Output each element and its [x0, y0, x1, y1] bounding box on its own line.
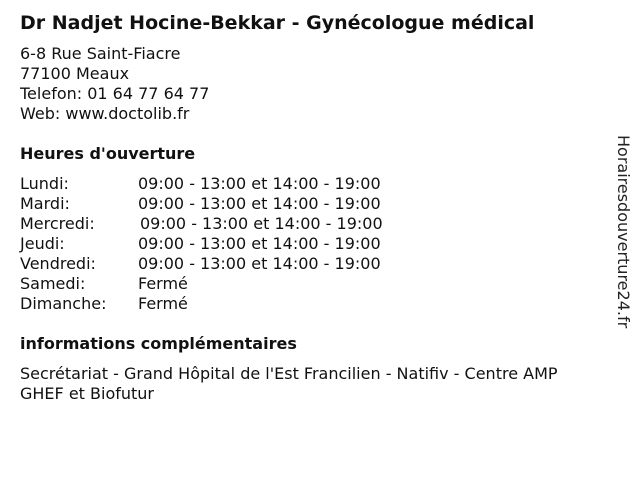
- street-address: 6-8 Rue Saint-Fiacre: [20, 44, 181, 63]
- website: Web: www.doctolib.fr: [20, 104, 190, 123]
- hours-value: Fermé: [138, 294, 188, 313]
- site-watermark: Horairesdouverture24.fr: [614, 135, 633, 329]
- day-label: Dimanche:: [20, 294, 107, 313]
- hours-value: 09:00 - 13:00 et 14:00 - 19:00: [138, 234, 381, 253]
- opening-hours-heading: Heures d'ouverture: [20, 144, 196, 163]
- page-title: Dr Nadjet Hocine-Bekkar - Gynécologue médical: [20, 12, 535, 34]
- hours-value: 09:00 - 13:00 et 14:00 - 19:00: [138, 254, 381, 273]
- day-label: Samedi:: [20, 274, 86, 293]
- day-label: Lundi:: [20, 174, 69, 193]
- city-postal-code: 77100 Meaux: [20, 64, 130, 83]
- day-label: Jeudi:: [20, 234, 65, 253]
- address-block: [20, 44, 209, 124]
- hours-value: 09:00 - 13:00 et 14:00 - 19:00: [138, 174, 381, 193]
- hours-value: 09:00 - 13:00 et 14:00 - 19:00: [140, 214, 383, 233]
- hours-value: Fermé: [138, 274, 188, 293]
- additional-info-heading: informations complémentaires: [20, 334, 297, 353]
- day-label: Vendredi:: [20, 254, 96, 273]
- day-label: Mercredi:: [20, 214, 95, 233]
- additional-info-text: Secrétariat - Grand Hôpital de l'Est Francilien - Natifiv - Centre AMP GHEF et Biofutur: [20, 364, 558, 403]
- hours-value: 09:00 - 13:00 et 14:00 - 19:00: [138, 194, 381, 213]
- phone-number: Telefon: 01 64 77 64 77: [20, 84, 210, 103]
- day-label: Mardi:: [20, 194, 70, 213]
